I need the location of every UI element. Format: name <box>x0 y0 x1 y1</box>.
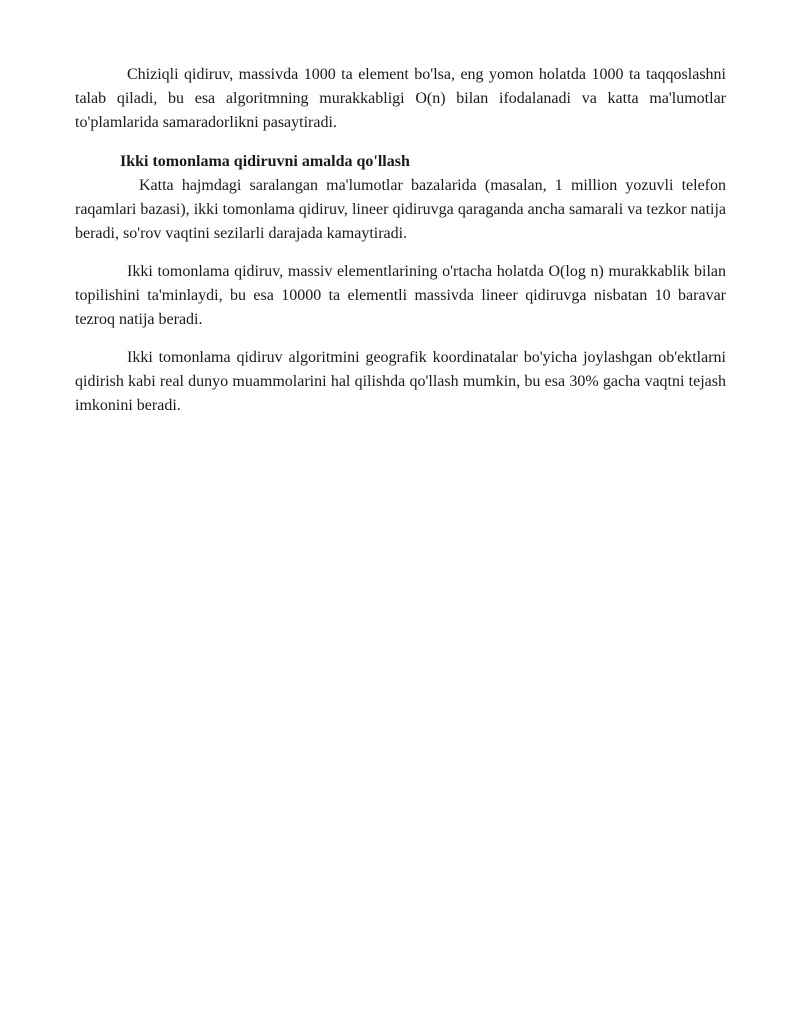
paragraph-log-complexity: Ikki tomonlama qidiruv, massiv elementlarining o'rtacha holatda O(log n) murakkablik bilan topilishini ta'minlaydi, bu esa 10000 ta elementli massivda lineer qidiruvga nisbatan 10 baravar tezroq natija beradi. <box>75 263 726 328</box>
section-heading: Ikki tomonlama qidiruvni amalda qo'llash <box>120 153 410 170</box>
paragraph-linear-search: Chiziqli qidiruv, massivda 1000 ta element bo'lsa, eng yomon holatda 1000 ta taqqoslashni talab qiladi, bu esa algoritmning murakkabligi O(n) bilan ifodalanadi va katta ma'lumotlar to'plamlarida samaradorlikni pasaytiradi. <box>75 66 726 131</box>
document-page <box>75 63 726 418</box>
paragraph-large-databases: Katta hajmdagi saralangan ma'lumotlar bazalarida (masalan, 1 million yozuvli telefon raqamlari bazasi), ikki tomonlama qidiruv, lineer qidiruvga qaraganda ancha samarali va tezkor natija beradi, so'rov vaqtini sezilarli darajada kamaytiradi. <box>75 177 726 242</box>
paragraph-geographic-coordinates: Ikki tomonlama qidiruv algoritmini geografik koordinatalar bo'yicha joylashgan ob'ektlarni qidirish kabi real dunyo muammolarini hal qilishda qo'llash mumkin, bu esa 30% gacha vaqtni tejash imkonini beradi. <box>75 349 726 414</box>
